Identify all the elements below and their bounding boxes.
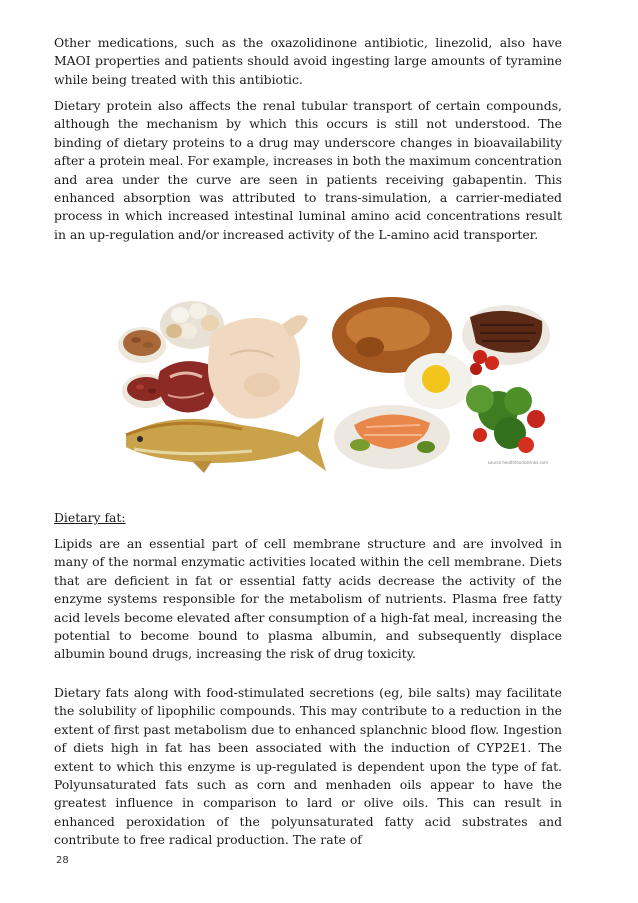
page-number: 28 (56, 855, 69, 866)
section-heading-dietary-fat: Dietary fat: (54, 510, 126, 525)
paragraph-dietary-protein: Dietary protein also affects the renal tubular transport of certain compounds, although the mechanism by which this occurs is still not understood. The binding of dietary proteins to a drug may underscore changes in bioavailability after a protein meal. For example, increases in both the maximum concentration and area under the curve are seen in patients receiving gabapentin. This enhanced absorption was attributed to trans-simulation, a carrier-mediated process in which increased intestinal luminal amino acid concentrations result in an up-regulation and/or increased activity of the L-amino acid transporter. (54, 98, 562, 242)
cooked-protein-meals-image (330, 295, 550, 473)
image-credit: source:healthfoodsdrinks.com (487, 460, 548, 465)
paragraph-lipids: Lipids are an essential part of cell membrane structure and are involved in many of the normal enzymatic activities located within the cell membrane. Diets that are deficient in fat or essential fatty acids decrease the activity of the enzyme systems responsible for the metabolism of nutrients. Plasma free fatty acid levels become elevated after consumption of a high-fat meal, increasing the potential to become bound to plasma albumin, and subsequently displace albumin bound drugs, increasing the risk of drug toxicity. (54, 536, 562, 662)
paragraph-dietary-fats: Dietary fats along with food-stimulated secretions (eg, bile salts) may facilitate the solubility of lipophilic compounds. This may contribute to a reduction in the extent of first past metabolism due to enhanced splanchnic blood flow. Ingestion of diets high in fat has been associated with the induction of CYP2E1. The extent to which this enzyme is up-regulated is dependent upon the type of fat. Polyunsaturated fats such as corn and menhaden oils appear to have the greatest influence in comparison to lard or olive oils. This can result in enhanced peroxidation of the polyunsaturated fatty acid substrates and contribute to free radical production. The rate of (54, 685, 562, 848)
protein-foods-image (112, 285, 330, 477)
paragraph-linezolid: Other medications, such as the oxazolidinone antibiotic, linezolid, also have MAOI properties and patients should avoid ingesting large amounts of tyramine while being treated with this antibiotic. (54, 35, 562, 87)
